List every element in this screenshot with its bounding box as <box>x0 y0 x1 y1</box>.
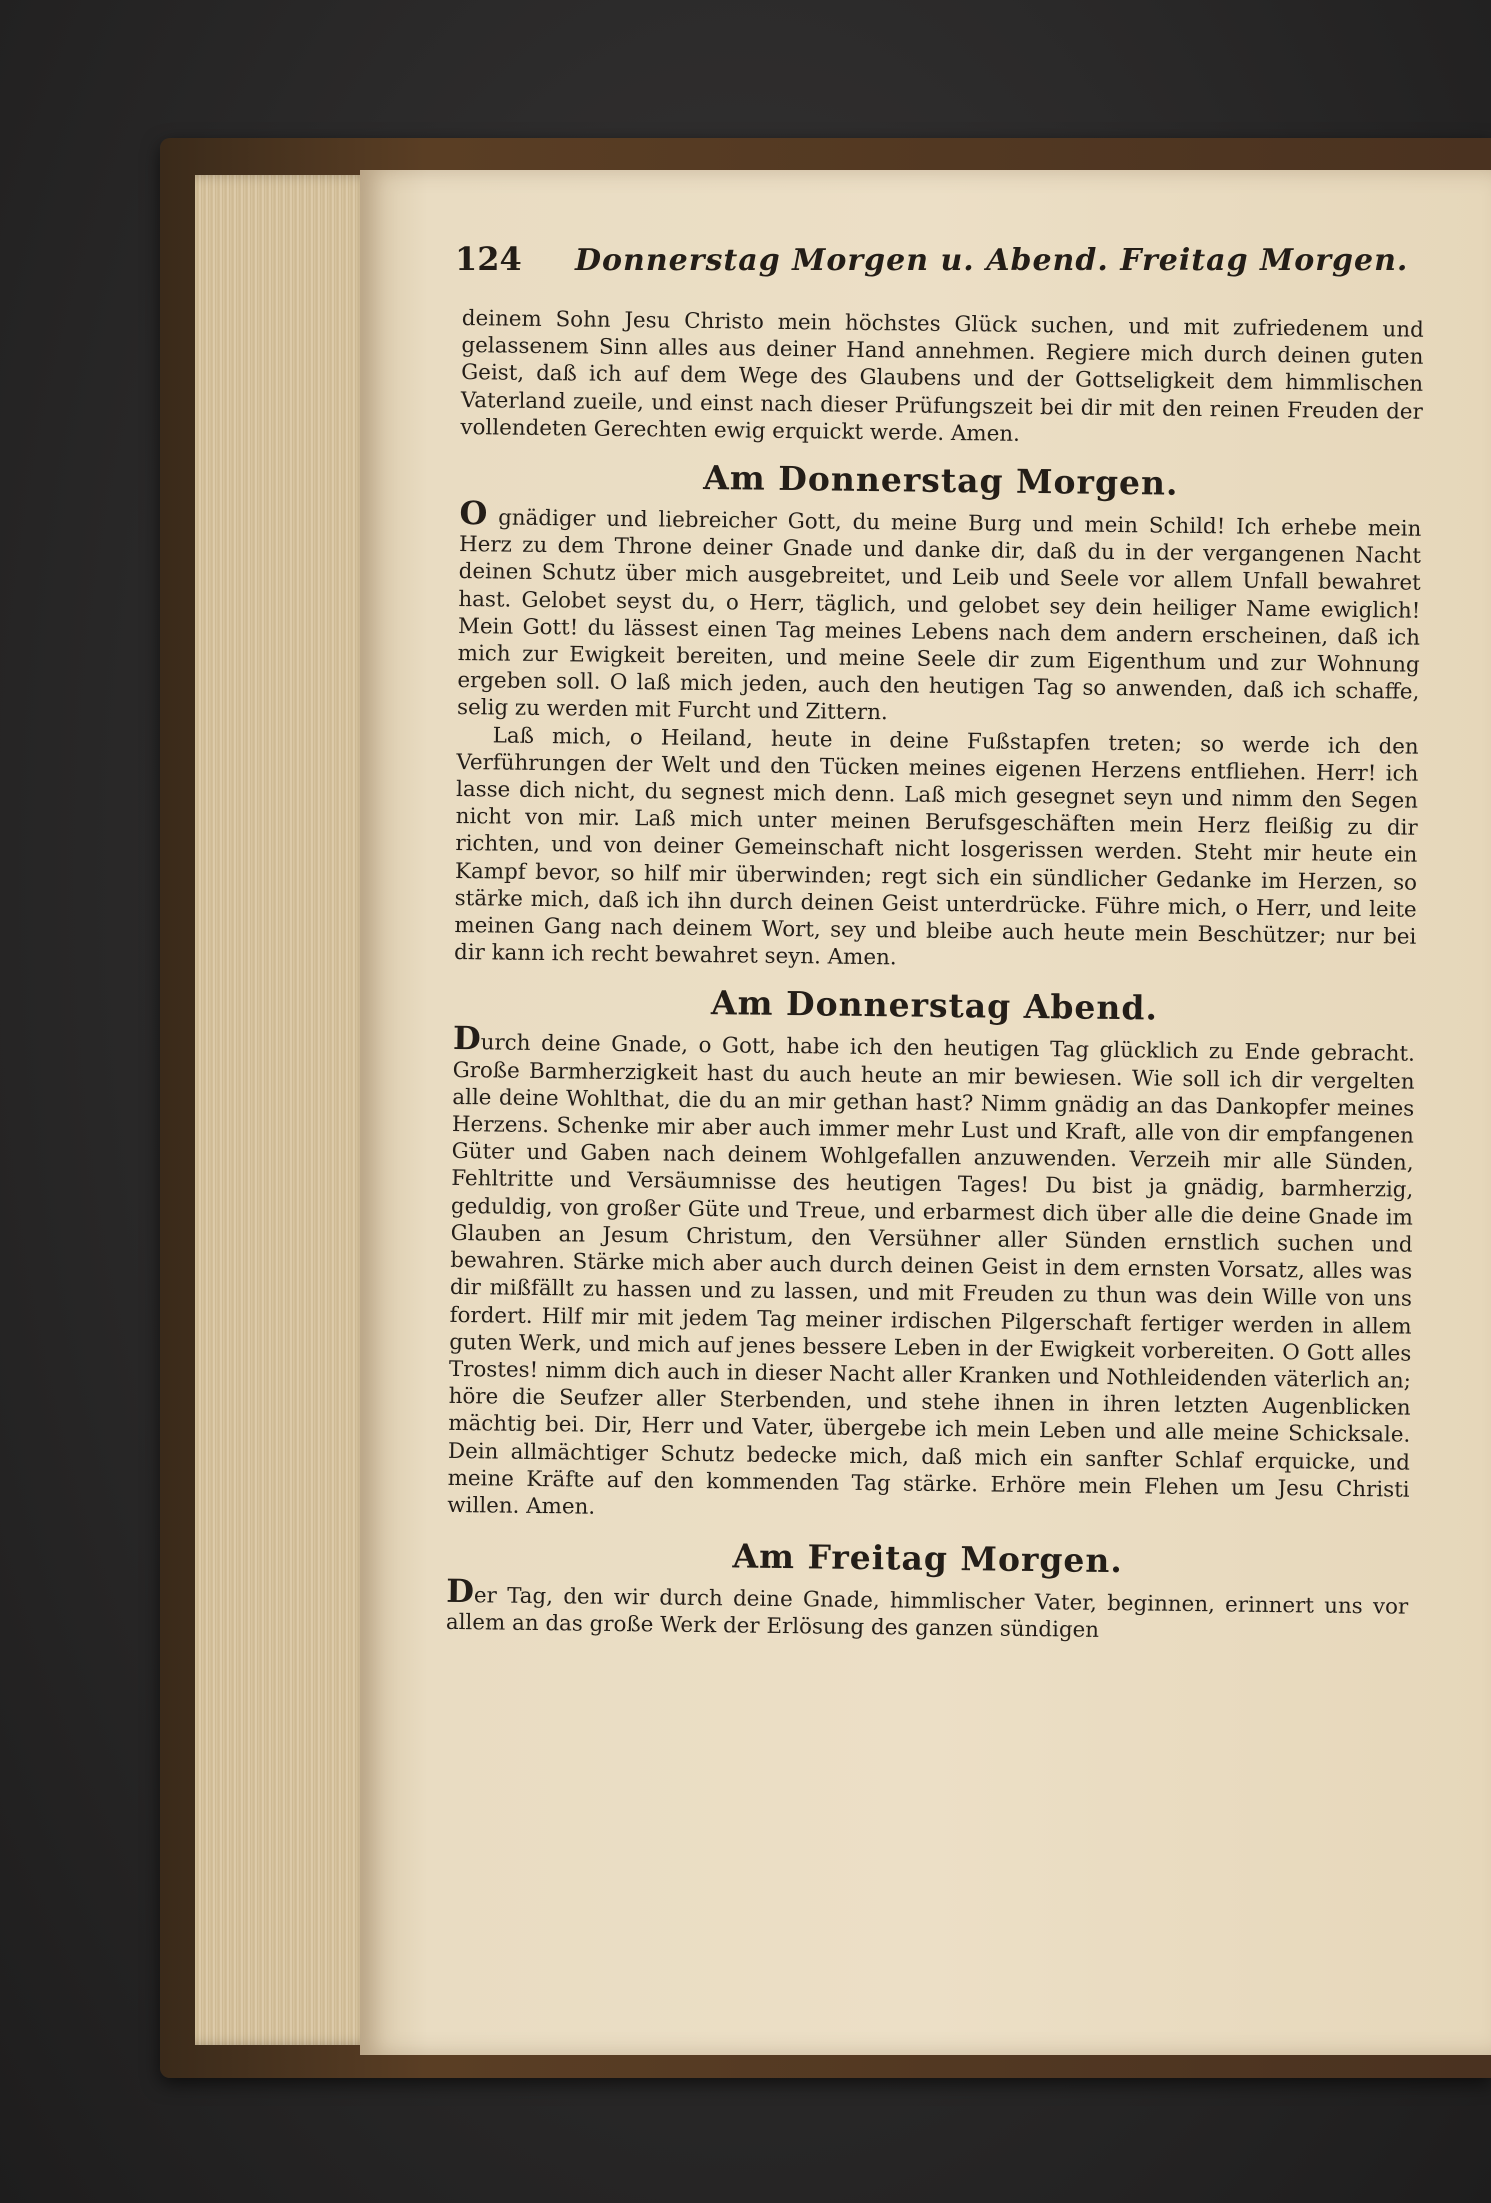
initial-letter: D <box>446 1572 475 1611</box>
paragraph-text: Laß mich, o Heiland, heute in deine Fußstapfen treten; so werde ich den Verführungen der Welt und den Tücken meines eigenen Herzens entfliehen. Herr! ich lasse dich nicht, du segnest mich denn. Laß mich gesegnet seyn und nimm den Segen nicht von mir. Laß mich unter meinen Berufsgeschäften mein Herz fleißig zu dir richten, und von deiner Gemeinschaft nicht losgerissen werden. Steht mir heute ein Kampf bevor, so hilf mir überwinden; regt sich ein sündlicher Gedanke im Herzen, so stärke mich, daß ich ihn durch deinen Geist unterdrücke. Führe mich, o Herr, und leite meinen Gang nach deinem Wort, sey und bleibe auch heute mein Beschützer; nur bei dir kann ich recht bewahret seyn. Amen. <box>453 723 1419 971</box>
prayer-paragraph <box>447 1019 1416 1530</box>
running-head: Donnerstag Morgen u. Abend. Freitag Morgen. <box>575 243 1409 278</box>
text-block <box>446 305 1424 1648</box>
paragraph-text: gnädiger und liebreicher Gott, du meine Burg und mein Schild! Ich erhebe mein Herz zu dem Throne deiner Gnade und danke dir, daß du in der vergangenen Nacht deinen Schutz über mich ausgebreitet, und Leib und Seele vor allem Unfall bewahret hast. Gelobet seyst du, o Herr, täglich, und gelobet sey dein heiliger Name ewiglich! Mein Gott! du lässest einen Tag meines Lebens nach dem andern erscheinen, daß ich mich zur Ewigkeit bereiten, und meine Seele dir zum Eigenthum und zur Wohnung ergeben soll. O laß mich jeden, auch den heutigen Tag so anwenden, daß ich schaffe, selig zu werden mit Furcht und Zittern. <box>456 505 1422 726</box>
paragraph-text: urch deine Gnade, o Gott, habe ich den heutigen Tag glücklich zu Ende gebracht. Große Barmherzigkeit hast du auch heute an mir bewiesen. Wie soll ich dir vergelten alle deine Wohlthat, die du an mir gethan hast? Nimm gnädig an das Dankopfer meines Herzens. Schenke mir aber auch immer mehr Lust und Kraft, alle von dir empfangenen Güter und Gaben nach deinem Wohlgefallen anzuwenden. Verzeih mir alle Sünden, Fehltritte und Versäumnisse des heutigen Tages! Du bist ja gnädig, barmherzig, geduldig, von großer Güte und Treue, und erbarmest dich über alle die deine Gnade im Glauben an Jesum Christum, den Versühner aller Sünden ernstlich suchen und bewahren. Stärke mich aber auch durch deinen Geist in dem ernsten Vorsatz, alles was dir mißfällt zu hassen und zu lassen, und mit Freuden zu thun was dein Wille von uns fordert. Hilf mir mit jedem Tag meiner irdischen Pilgerschaft fertiger werden in allem guten Werk, und mich auf jenes bessere Leben in der Ewigkeit vorbereiten. O Gott alles Trostes! nimm dich auch in dieser Nacht aller Kranken und Nothleidenden väterlich an; höre die Seufzer aller Sterbenden, und stehe ihnen in ihren letzten Augenblicken mächtig bei. Dir, Herr und Vater, übergebe ich mein Leben und alle meine Schicksale. Dein allmächtiger Schutz bedecke mich, daß mich ein sanfter Schlaf erquicke, und meine Kräfte auf den kommenden Tag stärke. Erhöre mein Flehen um Jesu Christi willen. Amen. <box>447 1030 1416 1520</box>
section-heading: Am Freitag Morgen. <box>732 1536 1124 1581</box>
prayer-paragraph <box>456 494 1422 733</box>
prayer-paragraph <box>445 1572 1409 1648</box>
section-heading: Am Donnerstag Abend. <box>710 983 1159 1029</box>
page-edges <box>195 175 375 2045</box>
initial-letter: D <box>452 1019 482 1058</box>
prayer-paragraph <box>454 722 1419 979</box>
intro-paragraph: deinem Sohn Jesu Christo mein höchstes Glück suchen, und mit zufriedenem und gelassenem Sinn alles aus deiner Hand annehmen. Regiere mich durch deinen guten Geist, daß ich auf dem Wege des Glaubens und der Gottseligkeit dem himmlischen Vaterland zueile, und einst nach dieser Prüfungszeit bei dir mit den reinen Freuden der vollendeten Gerechten ewig erquickt werde. Amen. <box>460 305 1424 447</box>
initial-letter: O <box>459 494 488 533</box>
paragraph-text: er Tag, den wir durch deine Gnade, himmlischer Vater, beginnen, erinnert uns vor allem an das große Werk der Erlösung des ganzen sündigen <box>445 1583 1409 1644</box>
page-header <box>455 240 1415 288</box>
section-heading: Am Donnerstag Morgen. <box>703 457 1179 503</box>
page-number: 124 <box>455 240 522 278</box>
